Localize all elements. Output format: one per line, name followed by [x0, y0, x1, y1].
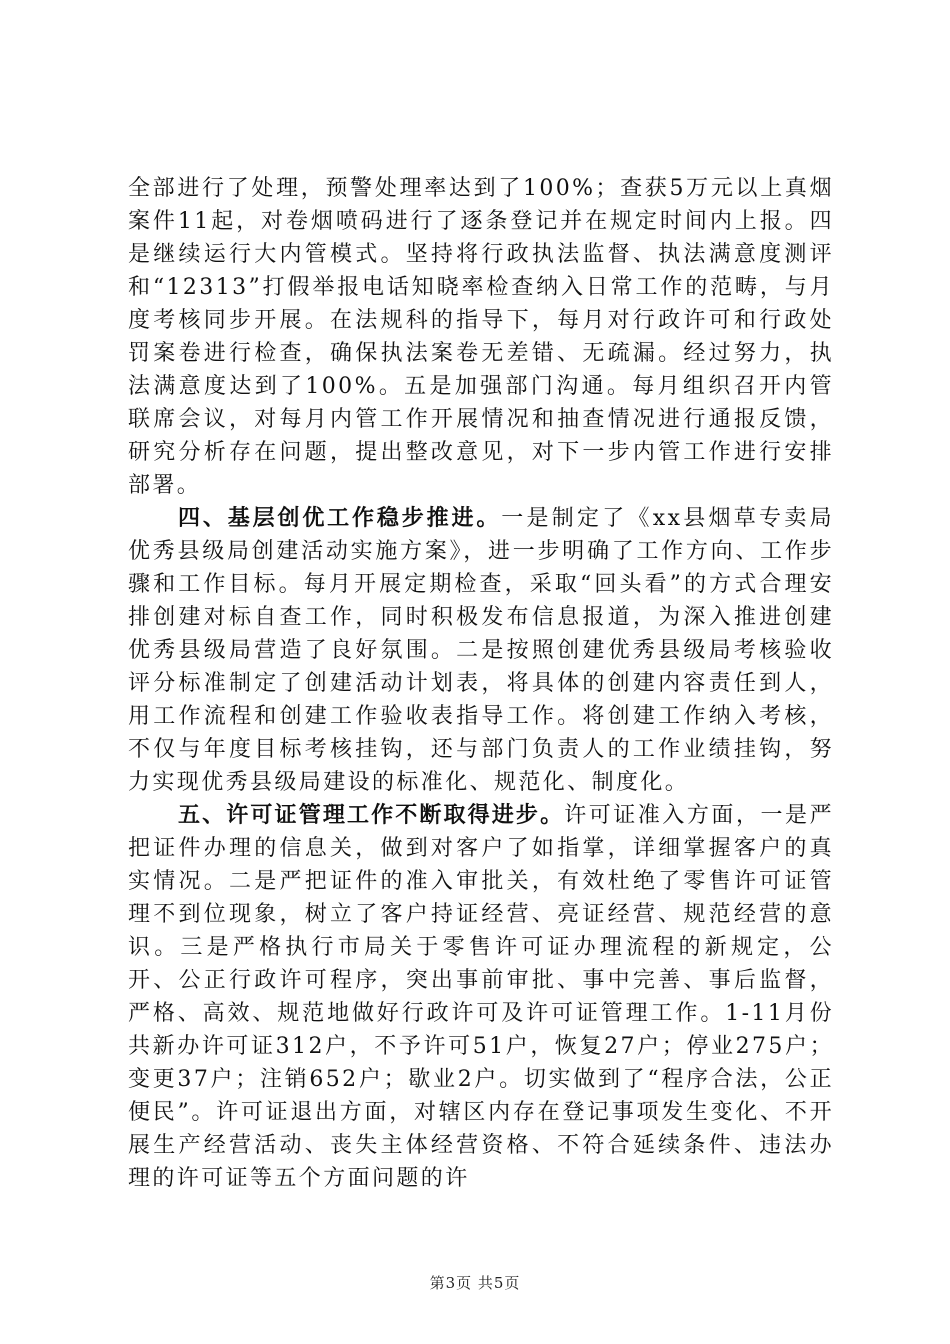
paragraph-text: 一是制定了《xx县烟草专卖局优秀县级局创建活动实施方案》，进一步明确了工作方向、工作步骤和工作目标。每月开展定期检查，采取“回头看”的方式合理安排创建对标自查工作，同时积极发布信息报道，为深入推进创建优秀县级局营造了良好氛围。二是按照创建优秀县级局考核验收评分标准制定了创建活动计划表，将具体的创建内容责任到人，用工作流程和创建工作验收表指导工作。将创建工作纳入考核，不仅与年度目标考核挂钩，还与部门负责人的工作业绩挂钩，努力实现优秀县级局建设的标准化、规范化、制度化。	[128, 506, 834, 795]
paragraph-grassroots-excellence	[128, 502, 834, 799]
page-footer: 第3页 共5页	[429, 1274, 521, 1292]
section-heading-four: 四、基层创优工作稳步推进。	[178, 506, 502, 531]
paragraph-text: 许可证准入方面，一是严把证件办理的信息关，做到对客户了如指掌，详细掌握客户的真实情况。二是严把证件的准入审批关，有效杜绝了零售许可证管理不到位现象，树立了客户持证经营、亮证经营、规范经营的意识。三是严格执行市局关于零售许可证办理流程的新规定，公开、公正行政许可程序，突出事前审批、事中完善、事后监督，严格、高效、规范地做好行政许可及许可证管理工作。1-11月份共新办许可证312户，不予许可51户，恢复27户；停业275户；变更37户；注销652户；歇业2户。切实做到了“程序合法，公正便民”。许可证退出方面，对辖区内存在登记事项发生变化、不开展生产经营活动、丧失主体经营资格、不符合延续条件、违法办理的许可证等五个方面问题的许	[128, 803, 834, 1191]
paragraph-text: 全部进行了处理，预警处理率达到了100%；查获5万元以上真烟案件11起，对卷烟喷码进行了逐条登记并在规定时间内上报。四是继续运行大内管模式。坚持将行政执法监督、执法满意度测评和“12313”打假举报电话知晓率检查纳入日常工作的范畴，与月度考核同步开展。在法规科的指导下，每月对行政许可和行政处罚案卷进行检查，确保执法案卷无差错、无疏漏。经过努力，执法满意度达到了100%。五是加强部门沟通。每月组织召开内管联席会议，对每月内管工作开展情况和抽查情况进行通报反馈，研究分析存在问题，提出整改意见，对下一步内管工作进行安排部署。	[128, 176, 834, 498]
paragraph-continuation	[128, 172, 834, 502]
document-body	[128, 172, 834, 1195]
section-heading-five: 五、许可证管理工作不断取得进步。	[178, 803, 565, 828]
paragraph-license-management	[128, 799, 834, 1195]
